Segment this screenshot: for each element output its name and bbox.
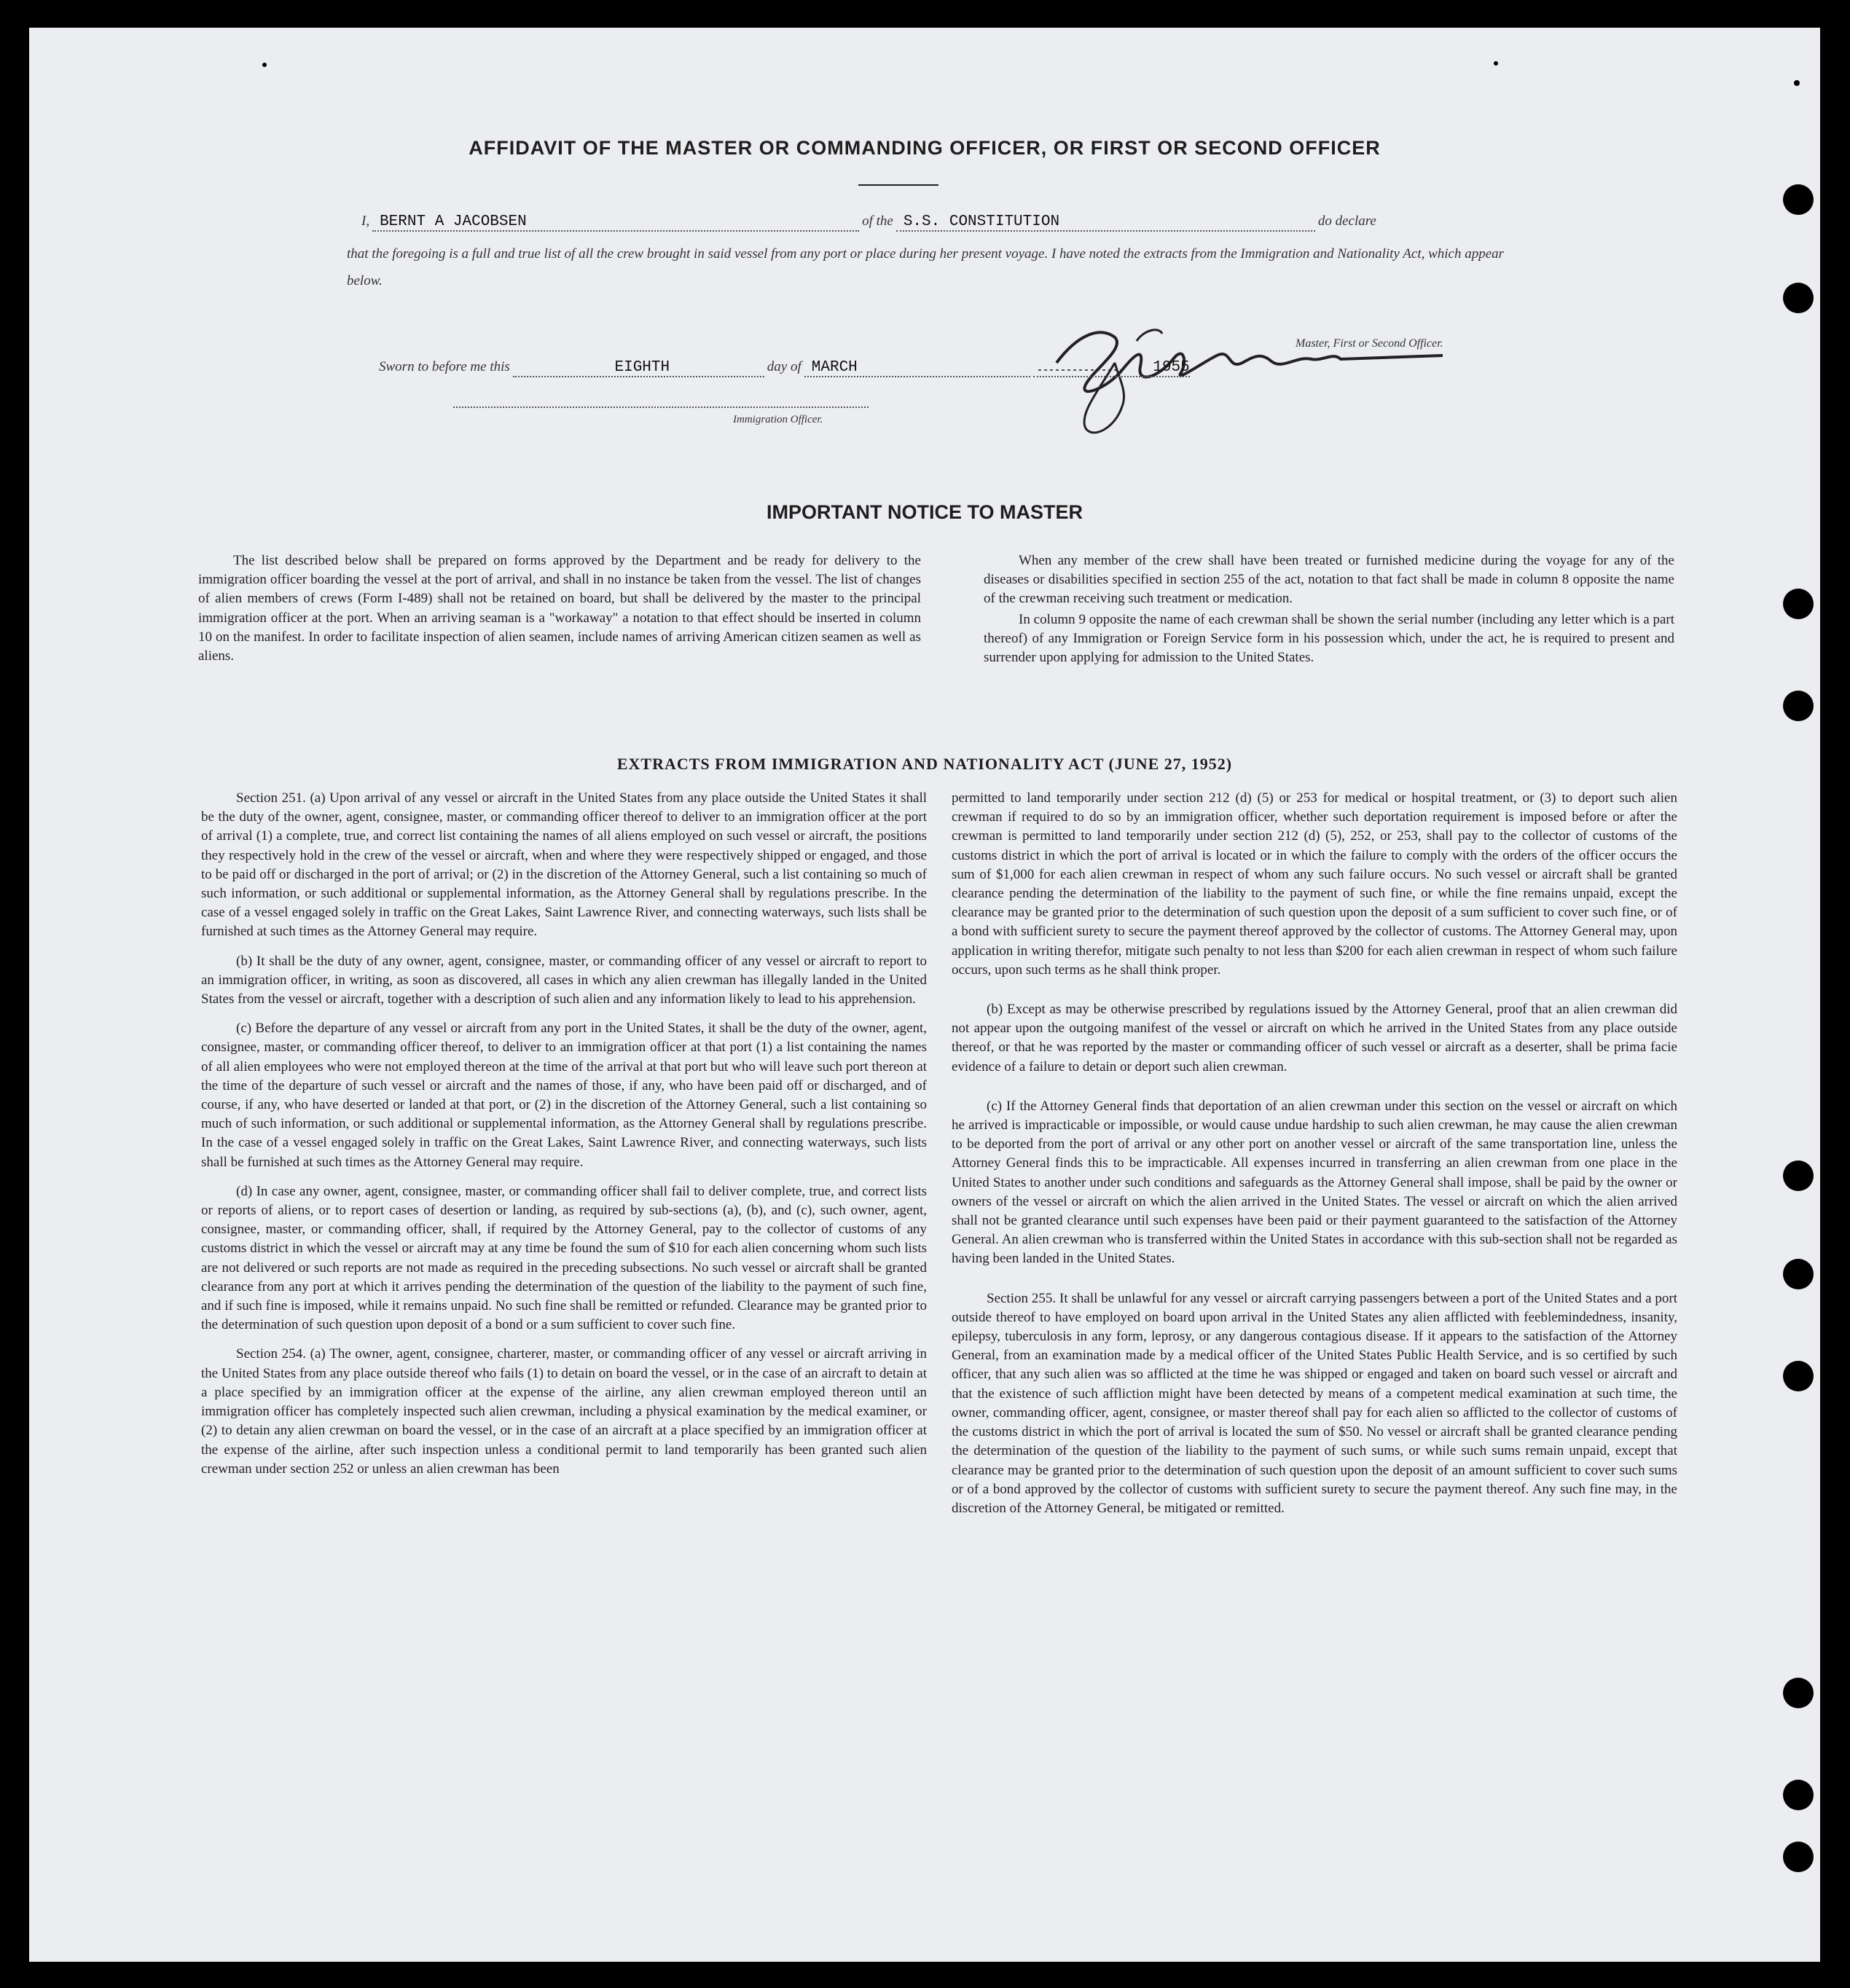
sworn-year: 1955	[1153, 359, 1190, 376]
notice-left-column	[198, 551, 921, 676]
immigration-officer-label: Immigration Officer.	[733, 414, 823, 425]
sworn-day: EIGHTH	[614, 359, 670, 376]
year-field	[1033, 359, 1190, 377]
extracts-left-column	[201, 789, 927, 1489]
sworn-line	[379, 359, 1190, 377]
signature-icon	[1035, 319, 1530, 443]
of-the-label: of the	[862, 213, 893, 229]
binder-hole-icon	[1783, 1361, 1814, 1391]
vessel-name: S.S. CONSTITUTION	[903, 213, 1060, 230]
section-254a-continued: permitted to land temporarily under section 212 (d) (5) or 253 for medical or hospital treatment, or (3) to deport such alien crewman if required to do so by an immigration officer, whether such deportation requirement is imposed before or after the crewman is permitted to land temporarily under section 212 (d) (5), 252, or 253, shall pay to the collector of customs of the customs district in which the port of arrival is located or in which the failure to comply with the orders of the officer occurs the sum of $1,000 for each alien crewman in respect of whom any such failure occurs. No such vessel or aircraft shall be granted clearance pending the determination of the liability to the payment of such fine, or while the fine remains unpaid, except the clearance may be granted prior to the determination of such question upon the deposit of a sum sufficient to cover such fine, or of a bond with sufficient surety to secure the payment thereof approved by the collector of customs. The Attorney General may, upon application in writing therefor, mitigate such penalty to not less than $200 for each alien crewman in respect of whom such failure occurs, upon such terms as he shall think proper.	[952, 790, 1677, 978]
vessel-field	[896, 213, 1315, 232]
notice-left-paragraph: The list described below shall be prepared on forms approved by the Department and be ready for delivery to the immigration officer boarding the vessel at the port of arrival, and shall in no instance be taken from the vessel. The list of changes of alien members of crews (Form I-489) shall not be retained on board, but shall be delivered by the master to the principal immigration officer at the port. When an arriving seaman is a "workaway" a notation to that effect should be inserted in column 10 on the manifest. In order to facilitate inspection of alien seamen, include names of arriving American citizen seamen as well as aliens.	[198, 553, 921, 664]
binder-hole-icon	[1783, 283, 1814, 313]
sworn-label: Sworn to before me this	[379, 359, 510, 374]
declaration-line	[361, 213, 1376, 232]
declare-label: do declare	[1317, 213, 1376, 229]
binder-hole-icon	[1783, 1842, 1814, 1872]
affidavit-title: AFFIDAVIT OF THE MASTER OR COMMANDING OFFICER, OR FIRST OR SECOND OFFICER	[469, 137, 1381, 159]
declaration-text: that the foregoing is a full and true list of all the crew brought in said vessel from any port or place during her present voyage. I have noted the extracts from the Immigration and Nationality Act, which appear below.	[347, 246, 1505, 288]
notice-title: IMPORTANT NOTICE TO MASTER	[767, 501, 1083, 523]
speck-icon	[1794, 80, 1800, 86]
section-251b: (b) It shall be the duty of any owner, agent, consignee, master, or commanding officer of any vessel or aircraft to report to an immigration officer, in writing, as soon as discovered, all cases in which any alien crewman has illegally landed in the United States from the vessel or aircraft, together with a description of such alien and any information likely to lead to his apprehension.	[201, 953, 927, 1007]
section-254c: (c) If the Attorney General finds that deportation of an alien crewman under this section on the vessel or aircraft on which he arrived is impracticable or impossible, or would cause undue hardship to such alien crewman, he may cause the alien crewman to be deported from the port of arrival or any other port on another vessel or aircraft of the same transportation line, unless the Attorney General finds this to be impracticable. All expenses incurred in transferring an alien crewman from one place in the United States to another under such conditions and safeguards as the Attorney General shall impose, shall be paid by the owner or owners of the vessel or aircraft on which the alien arrived in the United States. The vessel or aircraft on which the alien arrived shall not be granted clearance until such expenses have been paid or their payment guaranteed to the satisfaction of the Attorney General. An alien crewman who is transferred within the United States in accordance with this sub-section shall not be regarded as having been landed in the United States.	[952, 1098, 1677, 1267]
binder-hole-icon	[1783, 184, 1814, 215]
section-255: Section 255. It shall be unlawful for any vessel or aircraft carrying passengers between a port of the United States and a port outside thereof to have employed on board upon arrival in the United States any alien afflicted with feeblemindedness, insanity, epilepsy, tuberculosis in any form, leprosy, or any dangerous contagious disease. If it appears to the satisfaction of the Attorney General, from an examination made by a medical officer of the United States Public Health Service, and is so certified by such officer, that any such alien was so afflicted at the time he was shipped or engaged and taken on board such vessel or aircraft and that the existence of such affliction might have been detected by means of a competent medical examination at such time, the owner, commanding officer, agent, consignee, or master thereof shall pay for each alien so afflicted to the collector of customs of the customs district in which the port of arrival is located the sum of $50. No vessel or aircraft shall be granted clearance pending the determination of the question of the liability to the payment of such sums, or while such sums remain unpaid, except that clearance may be granted prior to the determination of such question upon the deposit of an amount sufficient to cover such sums or of a bond approved by the collector of customs with sufficient surety to secure the payment thereof. Any such fine may, in the discretion of the Attorney General, be mitigated or remitted.	[952, 1290, 1677, 1516]
day-field	[513, 359, 764, 377]
name-field	[372, 213, 859, 232]
binder-hole-icon	[1783, 589, 1814, 619]
section-251d: (d) In case any owner, agent, consignee, master, or commanding officer shall fail to deliver complete, true, and correct lists or reports of aliens, or to report cases of desertion or landing, as required by sub-sections (a), (b), and (c), such owner, agent, consignee, master, or commanding officer, shall, if required by the Attorney General, pay to the collector of customs of any customs district in which the vessel or aircraft may at any time be found the sum of $10 for each alien concerning whom such lists are not delivered or such reports are not made as required in the preceding subsections. No such vessel or aircraft shall be granted clearance from any port at which it arrives pending the determination of the question of the liability to the payment of such fine, and if such fine is imposed, while it remains unpaid. No such fine shall be remitted or refunded. Clearance may be granted prior to the determination of such question upon deposit of a bond or a sum sufficient to cover such fine.	[201, 1183, 927, 1333]
speck-icon	[262, 63, 267, 67]
binder-hole-icon	[1783, 1259, 1814, 1289]
binder-hole-icon	[1783, 1780, 1814, 1810]
title-rule	[858, 184, 938, 186]
section-251c: (c) Before the departure of any vessel or aircraft from any port in the United States, it shall be the duty of the owner, agent, consignee, master, or commanding officer thereof, to deliver to an immigration officer at that port (1) a list containing the names of all alien employees who were not employed thereon at the time of the arrival at that port but who will leave such port thereon at the time of the departure of such vessel or aircraft and the names of those, if any, who have been paid off or discharged, and of course, if any, who have deserted or landed at that port, or (2) in the discretion of the Attorney General, such a list containing so much of such information, or such additional or supplemental information, as the Attorney General shall by regulations prescribe. In the case of a vessel engaged solely in traffic on the Great Lakes, Saint Lawrence River, and connecting waterways, such lists shall be furnished at such times as the Attorney General may require.	[201, 1021, 927, 1170]
notice-right-paragraph-1: When any member of the crew shall have been treated or furnished medicine during the voyage for any of the diseases or disabilities specified in section 255 of the act, notation to that fact shall be made in column 8 opposite the name of the crewman receiving such treatment or medication.	[984, 553, 1674, 607]
section-254b: (b) Except as may be otherwise prescribed by regulations issued by the Attorney General, proof that an alien crewman did not appear upon the outgoing manifest of the vessel or aircraft on which he arrived in the United States from any place outside thereof, or that he was reported by the master or commanding officer of such vessel or aircraft as a deserter, shall be prima facie evidence of a failure to detain or deport such alien crewman.	[952, 1002, 1677, 1074]
signature-role: Master, First or Second Officer.	[1296, 337, 1443, 350]
speck-icon	[1494, 61, 1498, 66]
officer-signature-line	[453, 406, 869, 408]
document-page	[29, 28, 1820, 1962]
month-field	[804, 359, 1030, 377]
notice-right-paragraph-2: In column 9 opposite the name of each crewman shall be shown the serial number (including any letter which is a part thereof) of any Immigration or Foreign Service form in his possession which, under the act, he is required to present and surrender upon applying for admission to the United States.	[984, 611, 1674, 666]
binder-hole-icon	[1783, 1160, 1814, 1191]
day-of-label: day of	[767, 359, 801, 374]
sworn-month: MARCH	[811, 359, 858, 376]
extracts-title: EXTRACTS FROM IMMIGRATION AND NATIONALITY ACT (JUNE 27, 1952)	[616, 755, 1233, 773]
extracts-right-column	[952, 789, 1677, 1528]
section-251a: Section 251. (a) Upon arrival of any vessel or aircraft in the United States from any place outside the United States it shall be the duty of the owner, agent, consignee, master, or commanding officer thereof to deliver to an immigration officer at the port of arrival (1) a complete, true, and correct list containing the names of all aliens employed on such vessel or aircraft, the positions they respectively hold in the crew of the vessel or aircraft, when and where they were respectively shipped or engaged, and those to be paid off or discharged in the port of arrival; or (2) in the discretion of the Attorney General, such a list containing so much of such information, or such additional or supplemental information, as the Attorney General shall by regulations prescribe. In the case of a vessel engaged solely in traffic on the Great Lakes, Saint Lawrence River, and connecting waterways, such lists shall be furnished at such times as the Attorney General may require.	[201, 790, 927, 940]
binder-hole-icon	[1783, 1678, 1814, 1708]
i-label: I,	[361, 213, 370, 229]
declarant-name: BERNT A JACOBSEN	[380, 213, 527, 230]
binder-hole-icon	[1783, 691, 1814, 721]
section-254a: Section 254. (a) The owner, agent, consignee, charterer, master, or commanding officer of any vessel or aircraft arriving in the United States from any place outside thereof who fails (1) to detain on board the vessel, or in the case of an aircraft to detain at a place specified by an immigration officer at the expense of the airline, any alien crewman employed thereon until an immigration officer has completely inspected such alien crewman, including a physical examination by the medical examiner, or (2) to detain any alien crewman on board the vessel, or in the case of an aircraft at a place specified by an immigration officer at the expense of the airline, after such inspection unless a conditional permit to land temporarily has been granted such alien crewman under section 252 or unless an alien crewman has been	[201, 1346, 927, 1477]
notice-right-column	[984, 551, 1674, 677]
